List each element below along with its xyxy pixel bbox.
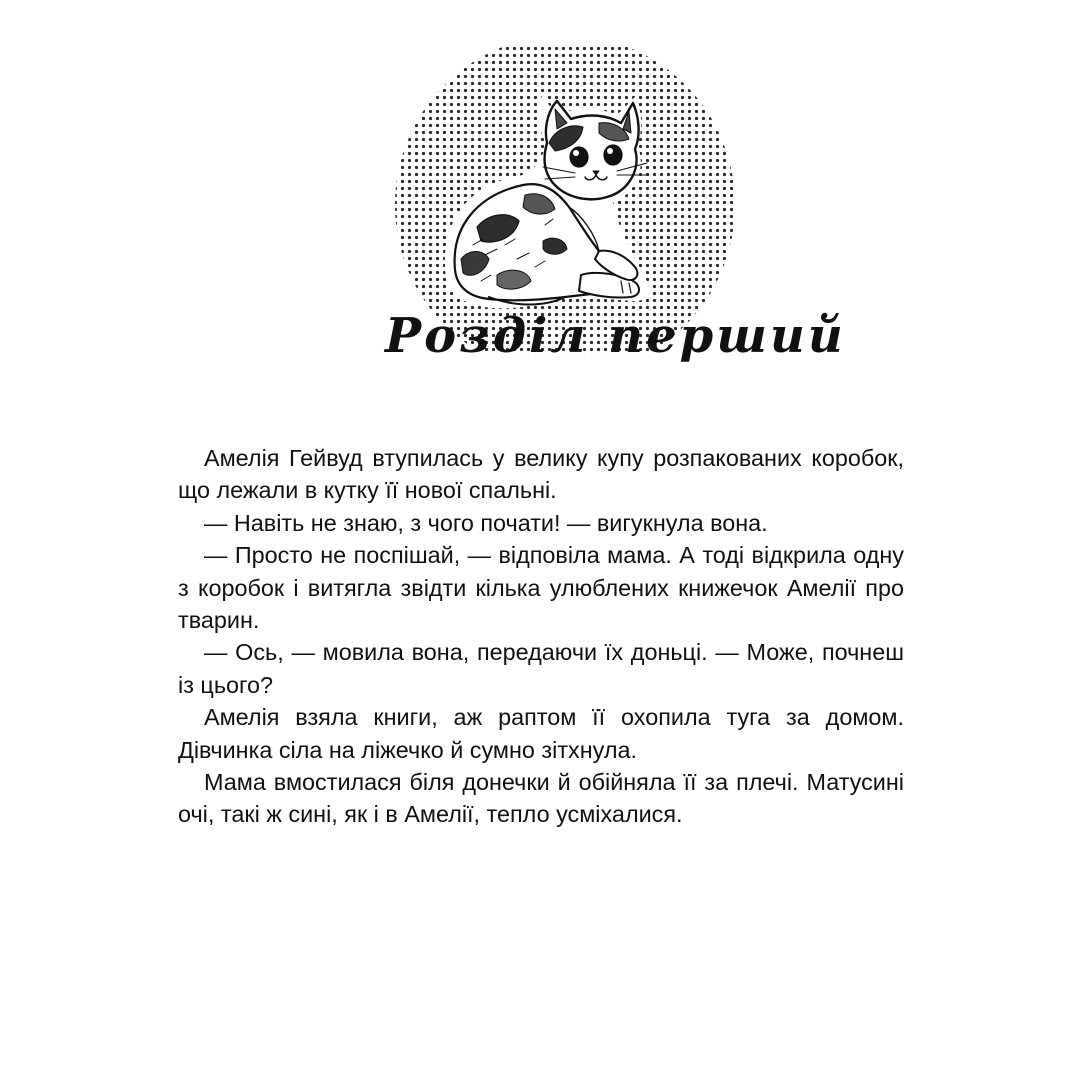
story-text — [178, 442, 904, 831]
paragraph: — Просто не поспішай, — відповіла мама. А тоді відкрила одну з коробок і витягла звідти кілька улюблених книжечок Амелії про тварин. — [178, 542, 904, 634]
paragraph: Амелія Гейвуд втупилась у велику купу розпакованих коробок, що лежали в кутку її нової спальні. — [178, 445, 904, 504]
paragraph: — Ось, — мовила вона, передаючи їх доньці. — Може, почнеш із цього? — [178, 639, 904, 698]
chapter-title: Розділ перший — [385, 308, 846, 364]
paragraph: Амелія взяла книги, аж раптом її охопила туга за домом. Дівчинка сіла на ліжечко й сумно зітхнула. — [178, 704, 904, 763]
paragraph: — Навіть не знаю, з чого почати! — вигукнула вона. — [204, 509, 768, 536]
paragraph: Мама вмостилася біля донечки й обійняла її за плечі. Матусині очі, такі ж сині, як і в Амелії, тепло усміхалися. — [178, 769, 904, 828]
